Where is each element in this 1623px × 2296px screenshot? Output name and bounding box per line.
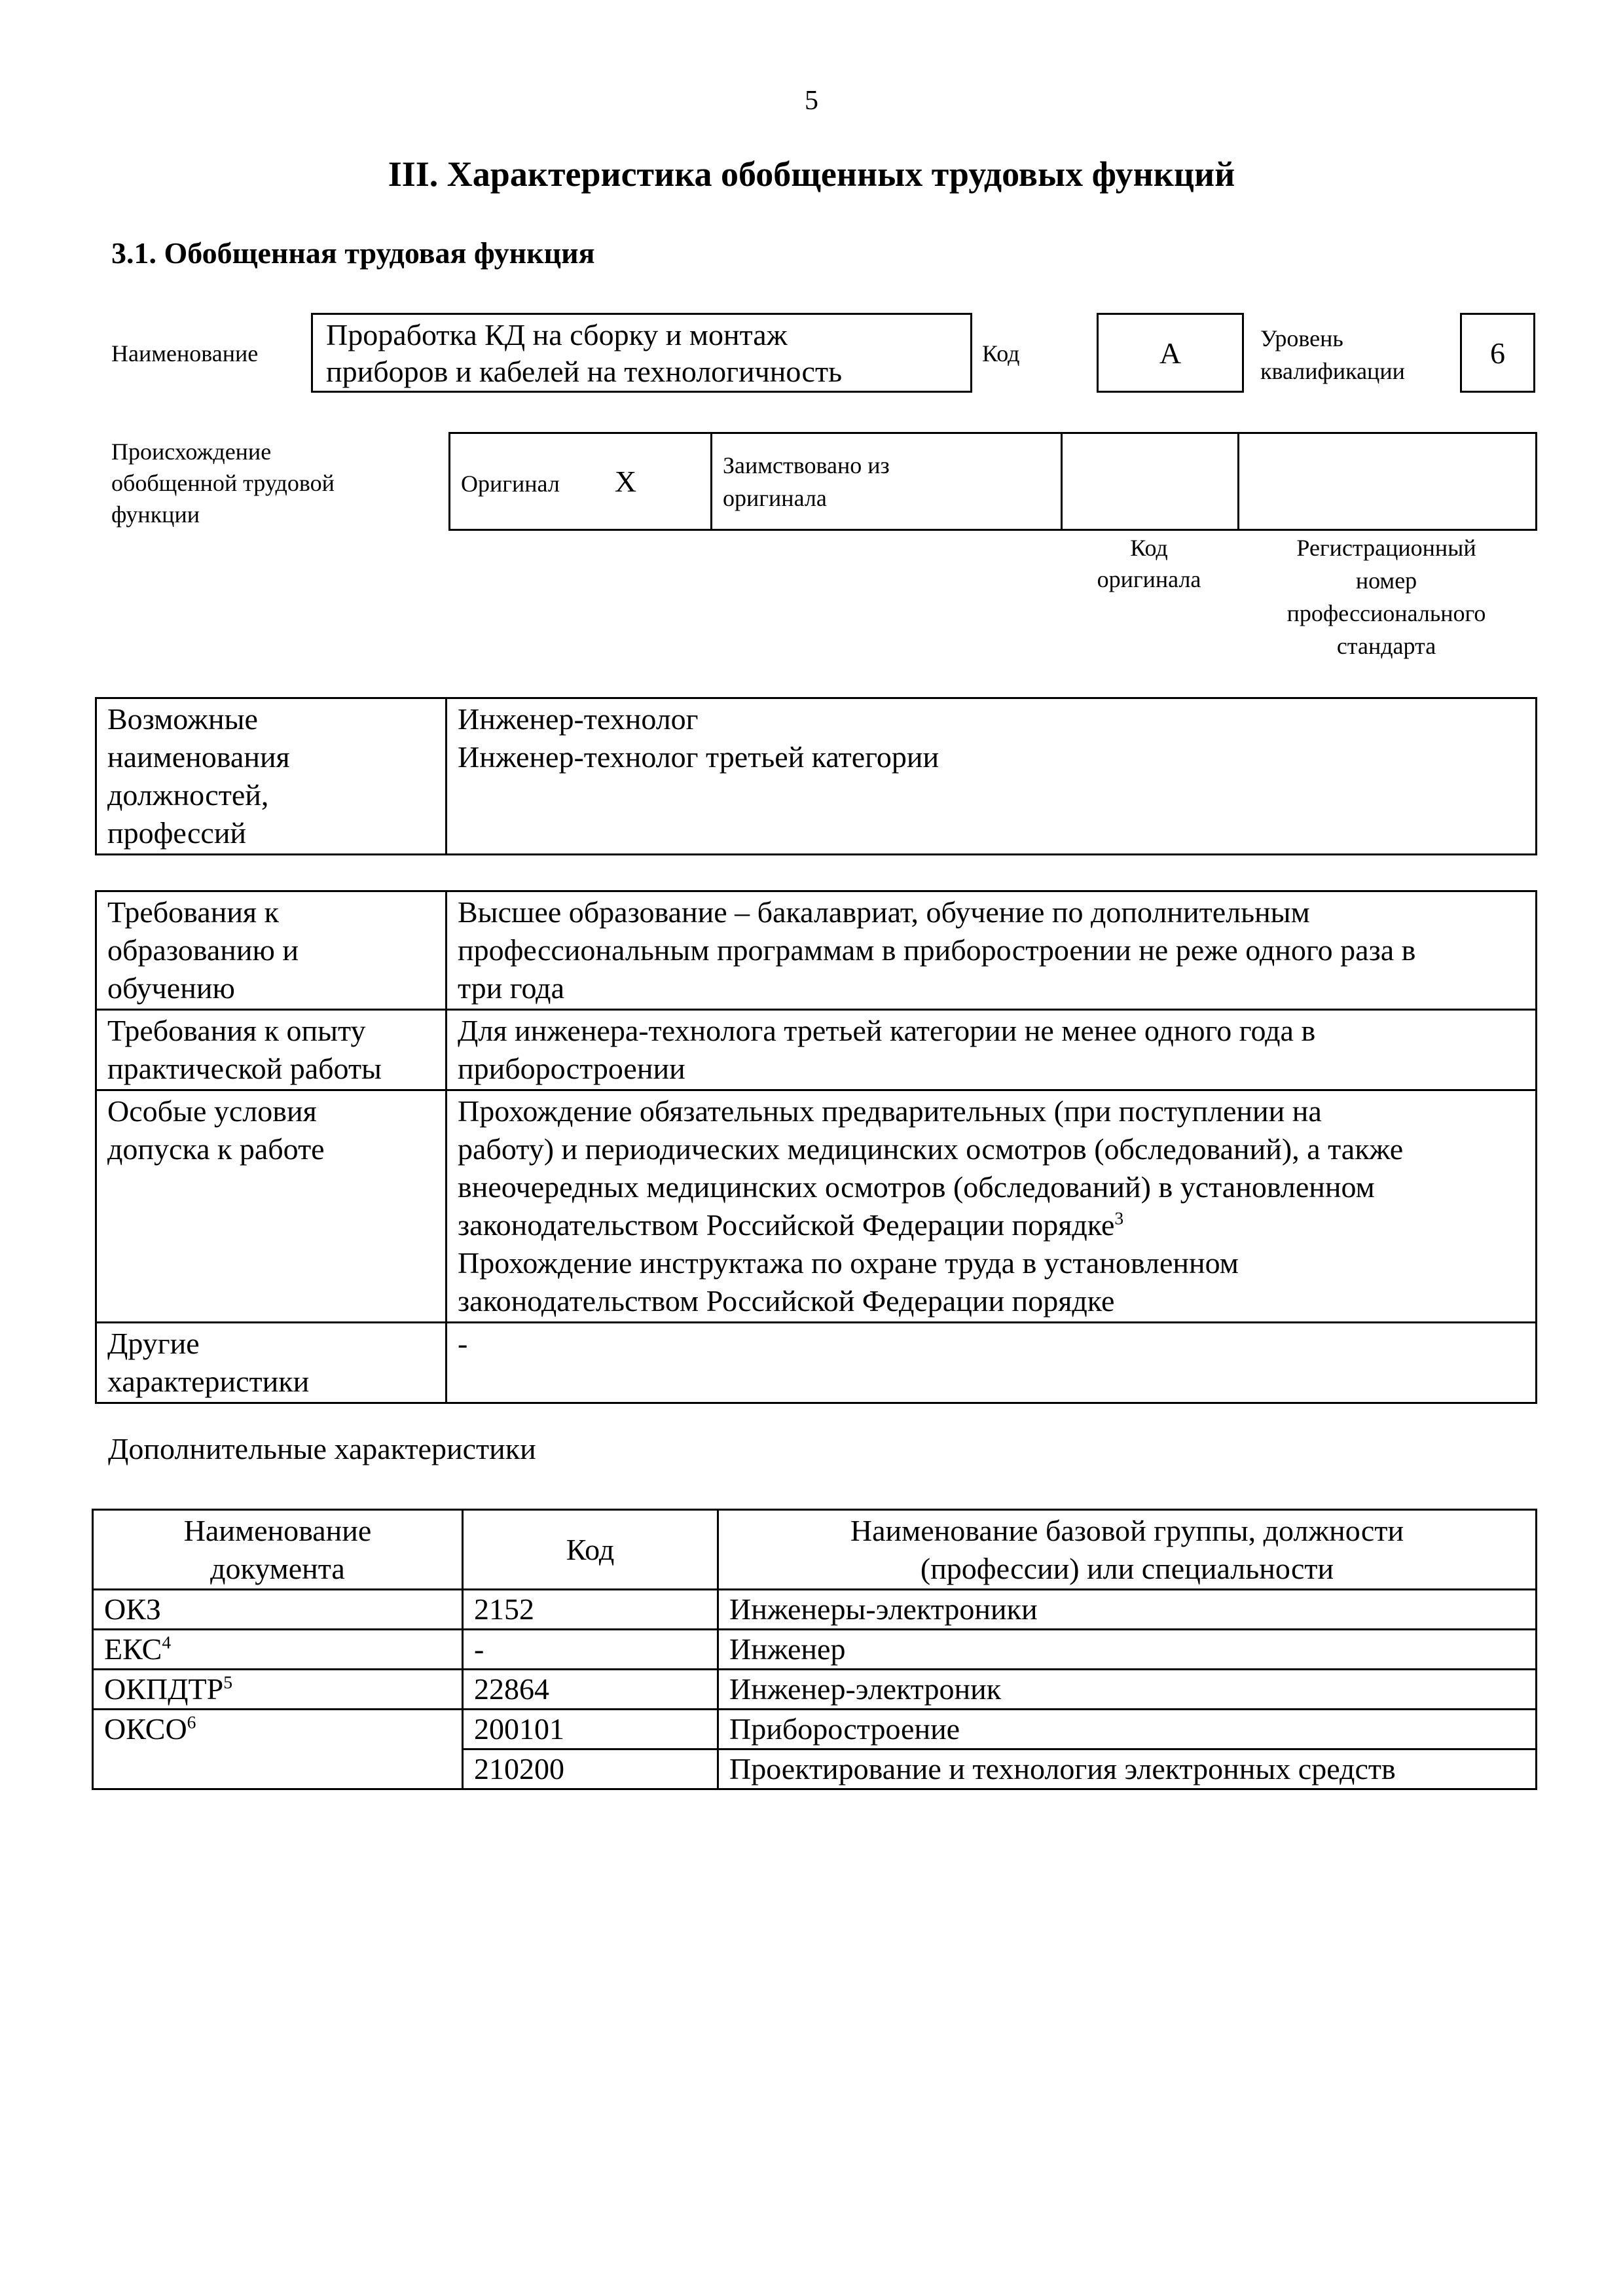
row-doc-text: ЕКС bbox=[104, 1632, 162, 1666]
positions-label-cell bbox=[96, 698, 447, 855]
origin-code-caption-line2: оригинала bbox=[1097, 566, 1201, 592]
positions-value-line1: Инженер-технолог bbox=[458, 702, 699, 736]
page-number: 5 bbox=[805, 86, 818, 116]
other-label-line1: Другие bbox=[107, 1327, 200, 1360]
subsection-title: 3.1. Обобщенная трудовая функция bbox=[111, 236, 595, 270]
header-group-line2: (профессии) или специальности bbox=[920, 1551, 1334, 1585]
origin-table bbox=[448, 432, 1537, 531]
footnote-6: 6 bbox=[187, 1712, 196, 1732]
function-code-value: A bbox=[1159, 336, 1182, 370]
special-label-cell bbox=[96, 1090, 447, 1323]
row-name: Инженеры-электроники bbox=[718, 1590, 1537, 1630]
row-doc-text: ОКПДТР bbox=[104, 1672, 224, 1706]
origin-reg-caption-line3: профессионального bbox=[1286, 600, 1486, 626]
table-row bbox=[93, 1670, 1537, 1710]
row-name: Проектирование и технология электронных средств bbox=[718, 1749, 1537, 1789]
function-code-box bbox=[1097, 313, 1244, 393]
function-name-label: Наименование bbox=[111, 340, 259, 367]
experience-label-line2: практической работы bbox=[107, 1052, 382, 1085]
footnote-3: 3 bbox=[1114, 1208, 1124, 1229]
row-name: Приборостроение bbox=[718, 1710, 1537, 1749]
special-value-line5: Прохождение инструктажа по охране труда в установленном bbox=[458, 1246, 1239, 1280]
other-label-line2: характеристики bbox=[107, 1365, 310, 1398]
row-name: Инженер bbox=[718, 1630, 1537, 1670]
special-label-line1: Особые условия bbox=[107, 1094, 317, 1128]
education-value-cell bbox=[447, 891, 1537, 1010]
row-doc bbox=[93, 1710, 463, 1789]
other-label-cell bbox=[96, 1323, 447, 1403]
experience-label-cell bbox=[96, 1010, 447, 1090]
education-value-line1: Высшее образование – бакалавриат, обучение по дополнительным bbox=[458, 895, 1310, 929]
special-value-line4 bbox=[458, 1206, 1525, 1244]
header-code: Код bbox=[566, 1532, 615, 1566]
origin-reg-cell bbox=[1239, 433, 1537, 530]
level-label-line1: Уровень bbox=[1260, 325, 1343, 351]
origin-label-line3: функции bbox=[111, 501, 200, 528]
row-code: 210200 bbox=[463, 1749, 718, 1789]
special-value-line1: Прохождение обязательных предварительных (при поступлении на bbox=[458, 1094, 1322, 1128]
header-group-line1: Наименование базовой группы, должности bbox=[850, 1513, 1404, 1547]
positions-label-line1: Возможные bbox=[107, 702, 258, 736]
positions-value-cell bbox=[447, 698, 1537, 855]
requirements-table bbox=[95, 890, 1537, 1404]
row-name: Инженер-электроник bbox=[718, 1670, 1537, 1710]
education-value-line3: три года bbox=[458, 971, 564, 1005]
origin-borrowed-line2: оригинала bbox=[723, 484, 827, 511]
table-row bbox=[93, 1630, 1537, 1670]
header-code-cell bbox=[463, 1510, 718, 1590]
function-name-line1: Проработка КД на сборку и монтаж bbox=[326, 318, 788, 351]
special-value-cell bbox=[447, 1090, 1537, 1323]
section-title: III. Характеристика обобщенных трудовых функций bbox=[388, 154, 1235, 194]
positions-value-line2: Инженер-технолог третьей категории bbox=[458, 740, 939, 774]
additional-table bbox=[92, 1509, 1537, 1790]
function-name-line2: приборов и кабелей на технологичность bbox=[326, 355, 843, 388]
origin-label-line1: Происхождение bbox=[111, 439, 272, 465]
other-value: - bbox=[458, 1327, 468, 1360]
education-label-line3: обучению bbox=[107, 971, 235, 1005]
origin-original-label: Оригинал bbox=[461, 470, 560, 497]
row-code: - bbox=[463, 1630, 718, 1670]
origin-code-cell bbox=[1062, 433, 1239, 530]
special-value-line3: внеочередных медицинских осмотров (обследований) в установленном bbox=[458, 1170, 1375, 1204]
positions-label-line3: должностей, bbox=[107, 778, 269, 812]
origin-code-caption-line1: Код bbox=[1130, 535, 1168, 561]
origin-reg-caption-line4: стандарта bbox=[1336, 633, 1436, 659]
special-label-line2: допуска к работе bbox=[107, 1132, 325, 1166]
origin-borrowed-line1: Заимствовано из bbox=[723, 452, 890, 478]
level-label-line2: квалификации bbox=[1260, 358, 1405, 384]
row-doc-text: ОКЗ bbox=[104, 1592, 161, 1626]
positions-label-line2: наименования bbox=[107, 740, 290, 774]
positions-label-line4: профессий bbox=[107, 816, 247, 850]
row-code: 200101 bbox=[463, 1710, 718, 1749]
education-label-line1: Требования к bbox=[107, 895, 279, 929]
row-doc bbox=[93, 1590, 463, 1630]
function-name-box bbox=[311, 313, 972, 393]
origin-original-cell bbox=[450, 433, 712, 530]
function-code-label: Код bbox=[982, 340, 1020, 367]
row-code: 2152 bbox=[463, 1590, 718, 1630]
origin-reg-caption-line2: номер bbox=[1355, 567, 1417, 594]
experience-label-line1: Требования к опыту bbox=[107, 1014, 366, 1047]
positions-table bbox=[95, 697, 1537, 855]
origin-reg-caption-line1: Регистрационный bbox=[1296, 535, 1476, 561]
table-row bbox=[93, 1590, 1537, 1630]
footnote-5: 5 bbox=[223, 1672, 232, 1693]
origin-borrowed-cell bbox=[712, 433, 1062, 530]
origin-label-line2: обобщенной трудовой bbox=[111, 470, 335, 496]
experience-value-cell bbox=[447, 1010, 1537, 1090]
table-row bbox=[93, 1710, 1537, 1749]
footnote-4: 4 bbox=[162, 1632, 172, 1653]
level-value: 6 bbox=[1490, 336, 1505, 370]
experience-value-line2: приборостроении bbox=[458, 1052, 685, 1085]
education-label-line2: образованию и bbox=[107, 933, 299, 967]
header-doc-cell bbox=[93, 1510, 463, 1590]
other-value-cell bbox=[447, 1323, 1537, 1403]
header-doc-line2: документа bbox=[210, 1551, 345, 1585]
education-label-cell bbox=[96, 891, 447, 1010]
row-code: 22864 bbox=[463, 1670, 718, 1710]
education-value-line2: профессиональным программам в приборостроении не реже одного раза в bbox=[458, 933, 1416, 967]
special-value-line6: законодательством Российской Федерации порядке bbox=[458, 1284, 1115, 1318]
origin-original-mark: X bbox=[614, 464, 637, 498]
special-value-line4-text: законодательством Российской Федерации порядке bbox=[458, 1208, 1115, 1242]
experience-value-line1: Для инженера-технолога третьей категории не менее одного года в bbox=[458, 1014, 1316, 1047]
special-value-line2: работу) и периодических медицинских осмотров (обследований), а также bbox=[458, 1132, 1404, 1166]
level-box bbox=[1460, 313, 1535, 393]
row-doc bbox=[93, 1630, 463, 1670]
row-doc-text: ОКСО bbox=[104, 1712, 187, 1746]
additional-title: Дополнительные характеристики bbox=[108, 1432, 536, 1465]
header-group-cell bbox=[718, 1510, 1537, 1590]
row-doc bbox=[93, 1670, 463, 1710]
header-doc-line1: Наименование bbox=[183, 1513, 372, 1547]
